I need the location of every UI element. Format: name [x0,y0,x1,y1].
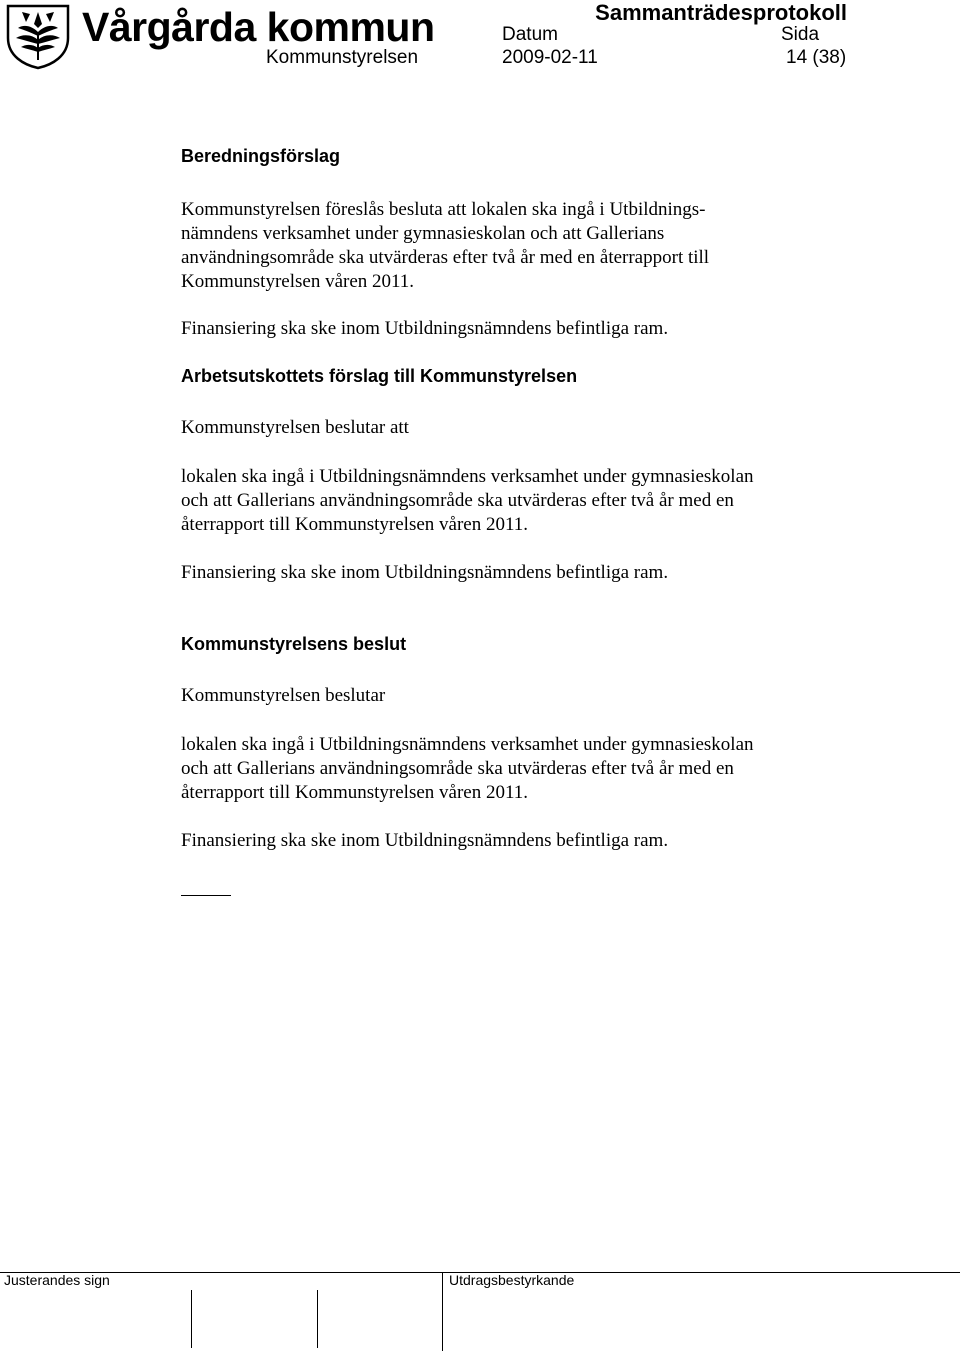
text-line: och att Gallerians användningsområde ska utvärderas efter två år med en [181,758,734,779]
date-value: 2009-02-11 [502,47,598,68]
municipality-name: Vårgårda kommun [82,4,435,50]
beredning-heading: Beredningsförslag [181,146,341,166]
page-number: 14 (38) [786,47,847,68]
document-type: Sammanträdesprotokoll [595,0,847,25]
text-line: återrapport till Kommunstyrelsen våren 2011. [181,782,529,803]
text-line: återrapport till Kommunstyrelsen våren 2011. [181,514,529,535]
section-end-rule [181,895,231,896]
beredning-financing: Finansiering ska ske inom Utbildningsnämndens befintliga ram. [181,318,669,339]
beslut-paragraph [181,733,841,805]
text-line: och att Gallerians användningsområde ska utvärderas efter två år med en [181,490,734,511]
arbetsutskott-paragraph [181,465,841,537]
justerandes-sign-label: Justerandes sign [4,1272,110,1288]
utdragsbestyrkande-label: Utdragsbestyrkande [449,1272,575,1288]
beredning-paragraph [181,198,841,294]
text-line: Kommunstyrelsen föreslås besluta att lokalen ska ingå i Utbildnings- [181,199,706,220]
arbetsutskott-financing: Finansiering ska ske inom Utbildningsnämndens befintliga ram. [181,562,669,583]
coat-of-arms-icon [4,2,72,70]
beslut-financing: Finansiering ska ske inom Utbildningsnämndens befintliga ram. [181,830,669,851]
beslut-intro: Kommunstyrelsen beslutar [181,685,386,706]
committee-name: Kommunstyrelsen [266,47,419,68]
arbetsutskott-intro: Kommunstyrelsen beslutar att [181,417,409,438]
text-line: användningsområde ska utvärderas efter två år med en återrapport till [181,247,710,268]
page-label: Sida [781,24,820,45]
signature-box-divider [317,1290,318,1348]
text-line: lokalen ska ingå i Utbildningsnämndens verksamhet under gymnasieskolan [181,466,754,487]
footer-column-divider [442,1272,443,1351]
text-line: lokalen ska ingå i Utbildningsnämndens verksamhet under gymnasieskolan [181,734,754,755]
date-label: Datum [502,24,558,45]
text-line: nämndens verksamhet under gymnasieskolan och att Gallerians [181,223,665,244]
beslut-heading: Kommunstyrelsens beslut [181,634,407,654]
arbetsutskott-heading: Arbetsutskottets förslag till Kommunstyrelsen [181,366,578,386]
text-line: Kommunstyrelsen våren 2011. [181,271,415,292]
signature-box-divider [191,1290,192,1348]
